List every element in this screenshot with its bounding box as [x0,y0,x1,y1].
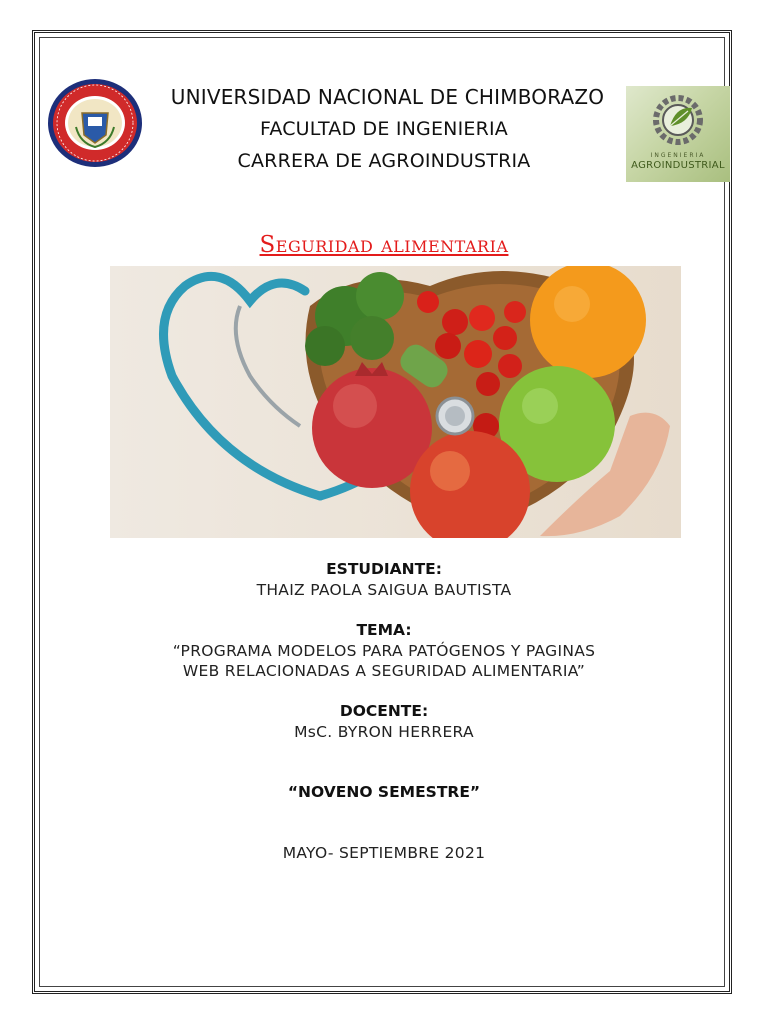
topic-label: TEMA: [356,621,412,639]
document-title: Seguridad alimentaria [259,232,509,258]
logo-subtitle: INGENIERIA [650,152,706,159]
teacher-name: MsC. BYRON HERRERA [294,723,474,741]
university-name: UNIVERSIDAD NACIONAL DE CHIMBORAZO [170,85,605,109]
cover-photo [110,266,681,538]
student-name: THAIZ PAOLA SAIGUA BAUTISTA [256,581,512,599]
gear-leaf-icon [626,86,730,152]
student-label: ESTUDIANTE: [326,560,442,578]
academic-period: MAYO- SEPTIEMBRE 2021 [282,844,486,862]
topic-line-2: WEB RELACIONADAS A SEGURIDAD ALIMENTARIA” [182,662,586,680]
topic-line-1: “PROGRAMA MODELOS PARA PATÓGENOS Y PAGINAS [172,642,596,660]
semester: “NOVENO SEMESTRE” [287,783,481,801]
agroindustrial-logo [626,86,730,182]
teacher-label: DOCENTE: [339,702,429,720]
career-name: CARRERA DE AGROINDUSTRIA [237,150,531,172]
logo-title: AGROINDUSTRIAL [631,160,725,171]
faculty-name: FACULTAD DE INGENIERIA [259,118,509,140]
